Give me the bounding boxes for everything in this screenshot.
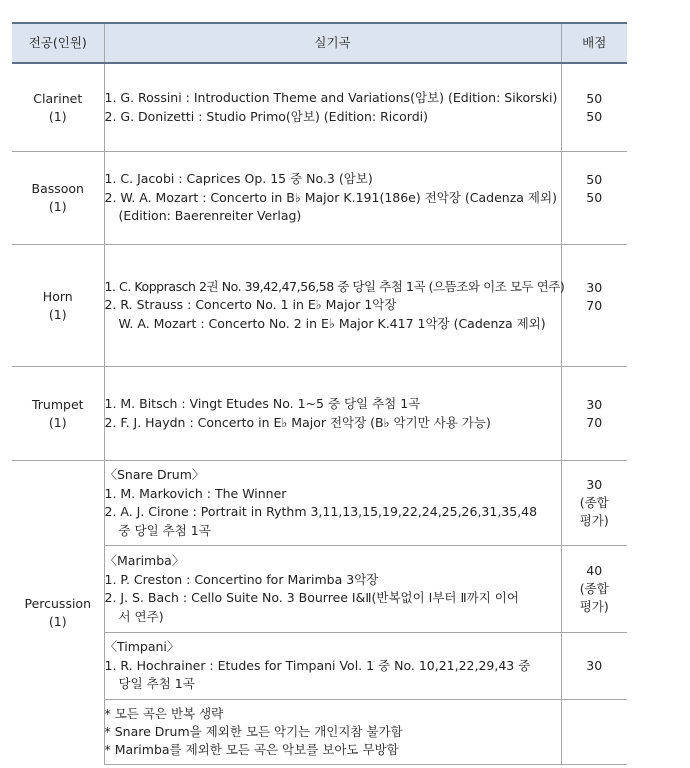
header-major: 전공(인원) (12, 23, 104, 63)
piece-line: 2. R. Strauss : Concerto No. 1 in E♭ Major 1악장 (104, 297, 397, 313)
pieces-marimba (104, 546, 561, 633)
piece-line: 1. M. Markovich : The Winner (104, 485, 287, 501)
header-score: 배점 (561, 23, 627, 63)
score-value: 40 (586, 563, 603, 578)
percussion-notes (104, 700, 561, 765)
score-clarinet (561, 63, 627, 152)
row-percussion-timpani (12, 633, 627, 700)
row-horn (12, 245, 627, 367)
row-bassoon (12, 152, 627, 245)
score-value: 50 (586, 108, 603, 124)
pieces-clarinet (104, 63, 561, 152)
header-row (12, 23, 627, 63)
score-horn (561, 245, 627, 367)
row-percussion-notes (12, 700, 627, 765)
major-name: Trumpet (31, 396, 84, 412)
major-bassoon (12, 152, 104, 245)
score-value: 30 (586, 477, 603, 492)
major-count: (1) (48, 613, 67, 629)
piece-line-continued: 당일 추첨 1곡 (118, 676, 195, 692)
score-note: 평가) (579, 513, 609, 528)
score-value: 30 (586, 396, 603, 412)
score-value: 50 (586, 190, 603, 205)
major-name: Clarinet (33, 90, 83, 106)
piece-line: 1. C. Kopprasch 2권 No. 39,42,47,56,58 중 당일 추첨 1곡 (으뜸조와 이조 모두 연주) (104, 278, 565, 294)
score-spacer (562, 315, 628, 333)
note-line: * 모든 곡은 반복 생략 (104, 706, 224, 721)
pieces-bassoon (104, 152, 561, 245)
row-percussion-snare (12, 461, 627, 546)
category-timpani: 〈Timpani〉 (104, 639, 180, 655)
major-count: (1) (48, 108, 67, 124)
score-trumpet (561, 367, 627, 461)
category-snare-drum: 〈Snare Drum〉 (104, 467, 205, 482)
score-note: (종합 (579, 495, 609, 510)
score-spacer (562, 207, 628, 225)
piece-line: 1. P. Creston : Concertino for Marimba 3악장 (104, 571, 379, 587)
major-trumpet (12, 367, 104, 461)
note-line: * Snare Drum을 제외한 모든 악기는 개인지참 불가함 (104, 724, 403, 739)
notes-score-empty (561, 700, 627, 765)
piece-line: 1. C. Jacobi : Caprices Op. 15 중 No.3 (암보) (104, 171, 373, 187)
score-snare (561, 461, 627, 546)
score-note: (종합 (579, 581, 609, 596)
piece-line: 2. G. Donizetti : Studio Primo(암보) (Edition: Ricordi) (104, 108, 428, 124)
piece-line: 1. M. Bitsch : Vingt Etudes No. 1~5 중 당일 추첨 1곡 (104, 396, 421, 411)
score-timpani (561, 633, 627, 700)
pieces-snare (104, 461, 561, 546)
exam-pieces-table (12, 22, 627, 765)
pieces-horn (104, 245, 565, 367)
piece-line: 1. R. Hochrainer : Etudes for Timpani Vol. 1 중 No. 10,21,22,29,43 중 (104, 657, 531, 673)
piece-line-continued: 중 당일 추첨 1곡 (118, 522, 211, 538)
major-horn (12, 245, 104, 367)
piece-line: 2. W. A. Mozart : Concerto in B♭ Major K.191(186e) 전악장 (Cadenza 제외) (104, 189, 557, 205)
major-count: (1) (48, 306, 67, 322)
score-value: 30 (586, 658, 603, 673)
major-count: (1) (48, 199, 67, 214)
category-marimba: 〈Marimba〉 (104, 553, 185, 568)
pieces-trumpet (104, 367, 561, 461)
piece-line: 2. A. J. Cirone : Portrait in Rythm 3,11,13,15,19,22,24,25,26,31,35,48 (104, 504, 538, 519)
major-name: Horn (42, 288, 73, 304)
header-pieces: 실기곡 (104, 23, 561, 63)
row-clarinet (12, 63, 627, 152)
piece-line-continued: (Edition: Baerenreiter Verlag) (118, 208, 302, 224)
major-name: Bassoon (31, 181, 84, 196)
piece-line-continued: 서 연주) (118, 608, 164, 624)
piece-line: 2. J. S. Bach : Cello Suite No. 3 Bourree Ⅰ&Ⅱ(반복없이 Ⅰ부터 Ⅱ까지 이어 (104, 590, 519, 605)
row-percussion-marimba (12, 546, 627, 633)
score-value: 70 (586, 297, 603, 313)
major-count: (1) (48, 414, 67, 430)
score-value: 50 (586, 90, 603, 106)
score-marimba (561, 546, 627, 633)
pieces-timpani (104, 633, 561, 700)
note-line: * Marimba를 제외한 모든 곡은 악보를 보아도 무방함 (104, 742, 399, 757)
score-value: 70 (586, 414, 603, 430)
score-bassoon (561, 152, 627, 245)
piece-line: 1. G. Rossini : Introduction Theme and Variations(암보) (Edition: Sikorski) (104, 90, 558, 105)
score-value: 50 (586, 172, 603, 187)
piece-line-continued: W. A. Mozart : Concerto No. 2 in E♭ Major K.417 1악장 (Cadenza 제외) (118, 315, 546, 331)
piece-line: 2. F. J. Haydn : Concerto in E♭ Major 전악장 (B♭ 악기만 사용 가능) (104, 414, 491, 430)
score-value: 30 (586, 279, 603, 295)
major-name: Percussion (24, 595, 91, 611)
row-trumpet (12, 367, 627, 461)
major-clarinet (12, 63, 104, 152)
major-percussion (12, 461, 104, 765)
score-note: 평가) (579, 599, 609, 614)
